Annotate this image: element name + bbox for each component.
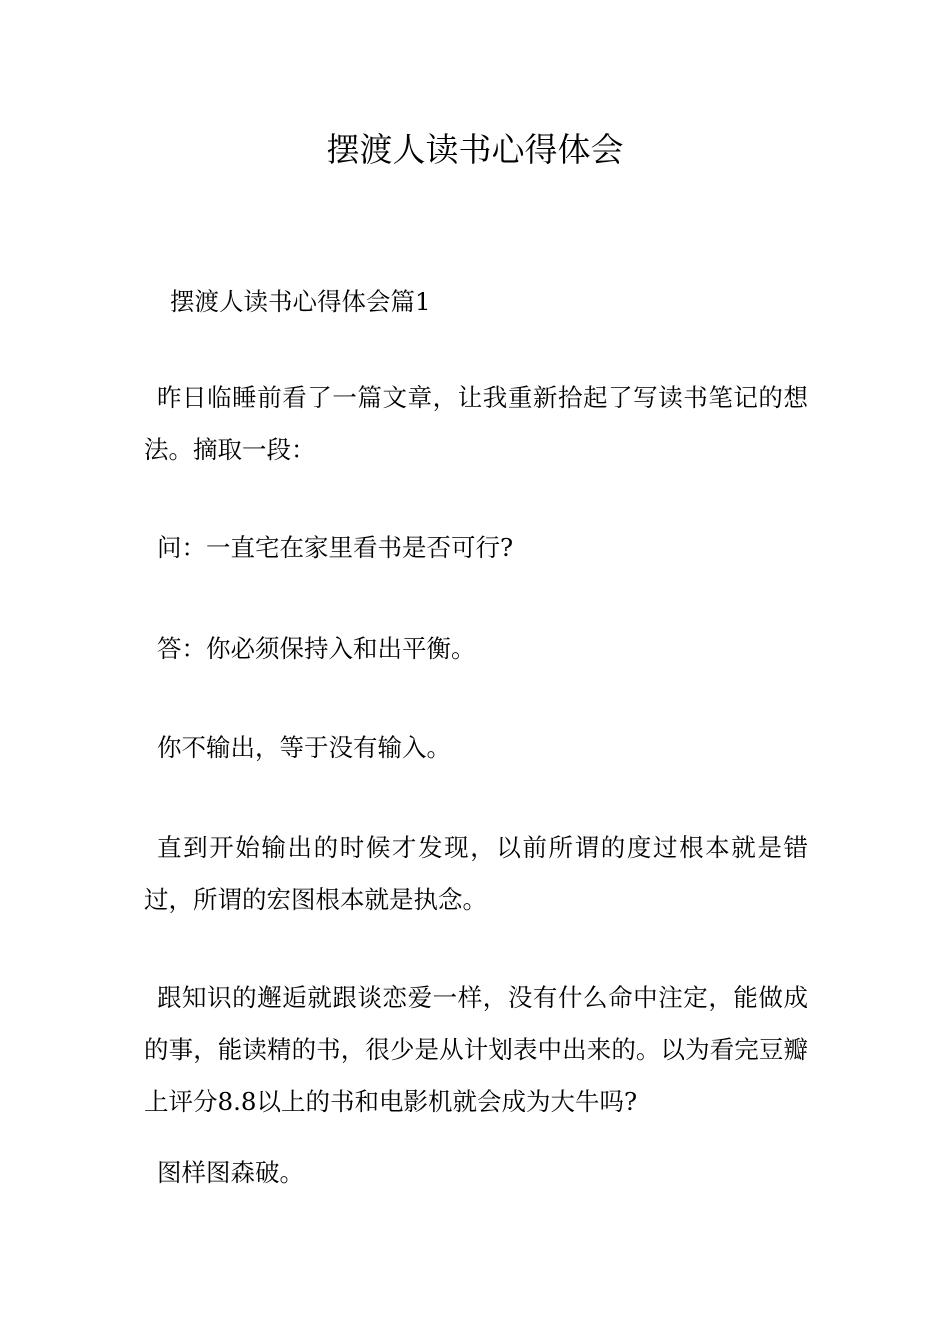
paragraph-2: 问：一直宅在家里看书是否可行? <box>157 533 514 562</box>
paragraph-3: 答：你必须保持入和出平衡。 <box>157 634 476 663</box>
section-heading: 摆渡人读书心得体会篇1 <box>170 287 431 316</box>
paragraph-6: 跟知识的邂逅就跟谈恋爱一样，没有什么命中注定，能做成的事，能读精的书，很少是从计划表中出来的。以为看完豆瓣上评分8.8以上的书和电影机就会成为大牛吗? <box>144 983 808 1116</box>
paragraph-7: 图样图森破。 <box>157 1158 304 1187</box>
paragraph-5: 直到开始输出的时候才发现，以前所谓的度过根本就是错过，所谓的宏图根本就是执念。 <box>144 833 808 914</box>
paragraph-1: 昨日临睡前看了一篇文章，让我重新拾起了写读书笔记的想法。摘取一段： <box>144 383 808 464</box>
paragraph-4: 你不输出，等于没有输入。 <box>157 733 451 762</box>
document-title: 摆渡人读书心得体会 <box>326 130 624 169</box>
